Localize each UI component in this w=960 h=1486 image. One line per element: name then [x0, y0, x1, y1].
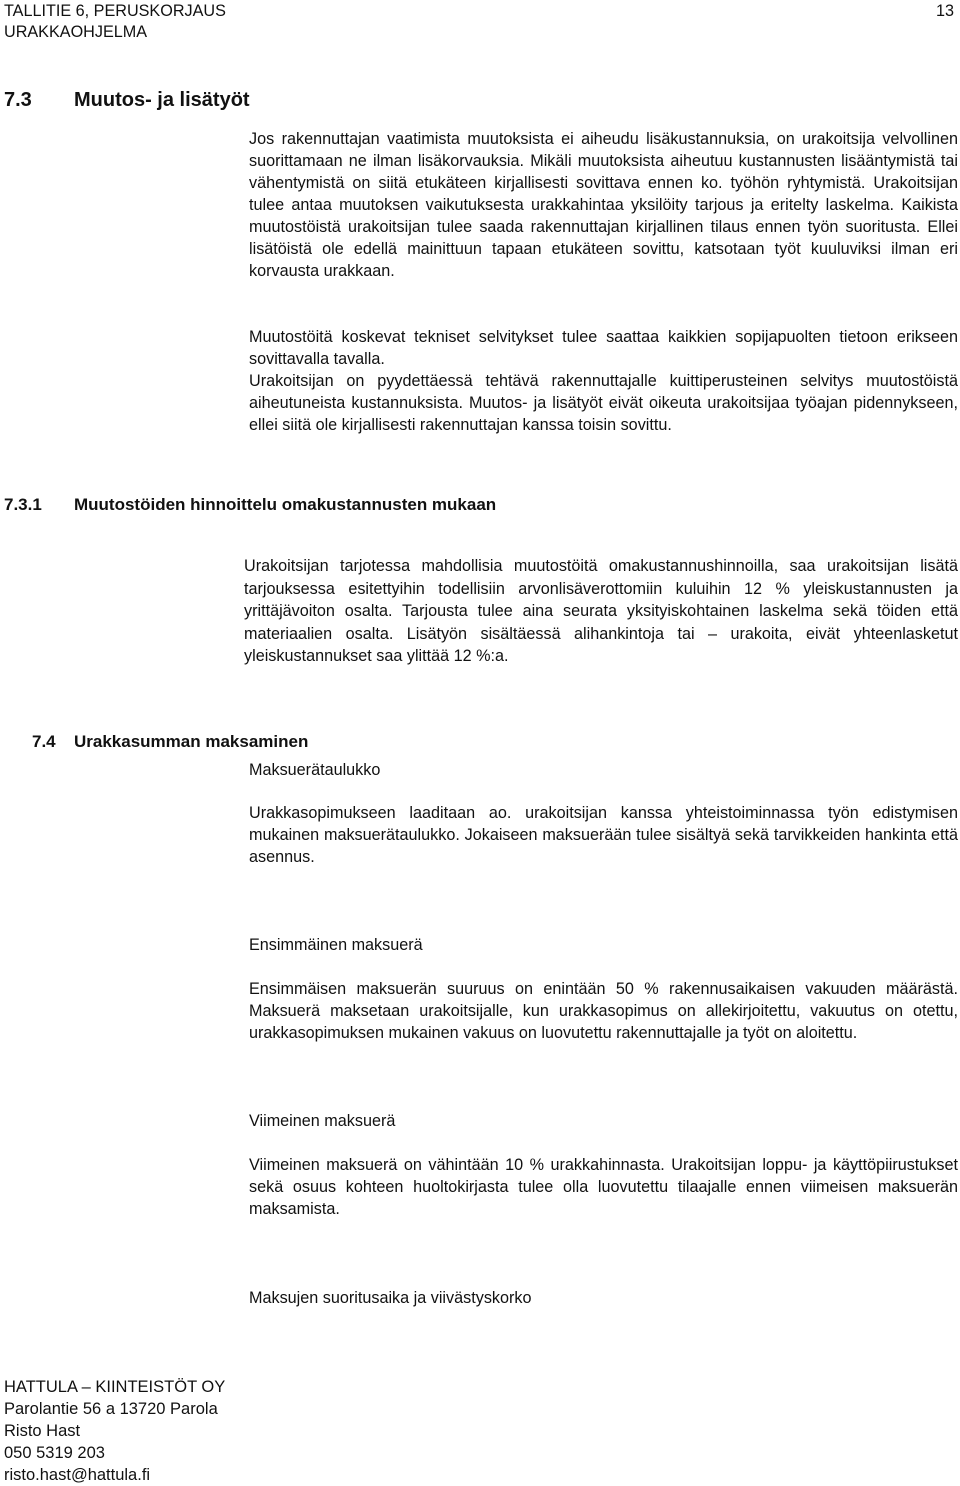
- section-7-3-paragraph-3: Urakoitsijan on pyydettäessä tehtävä rakennuttajalle kuittiperusteinen selvitys muutostöistä aiheutuneista kustannuksista. Muutos- ja lisätyöt eivät oikeuta urakoitsijaa työajan pidennykseen, ellei siitä ole kirjallisesti rakennuttajan kanssa toisin sovittu.: [249, 372, 958, 434]
- section-title: Muutostöiden hinnoittelu omakustannusten mukaan: [74, 495, 497, 514]
- section-7-4-heading: [32, 731, 308, 753]
- maksuerataulukko-text: Urakkasopimukseen laaditaan ao. urakoitsijan kanssa yhteistoiminnassa työn edistymisen mukainen maksuerätaulukko. Jokaiseen maksuerään tulee sisältyä sekä tarvikkeiden hankinta että asennus.: [249, 804, 958, 866]
- document-title: TALLITIE 6, PERUSKORJAUS: [4, 2, 226, 20]
- page-footer: [4, 1376, 225, 1486]
- subheading-viimeinen-maksuera: Viimeinen maksuerä: [249, 1112, 396, 1130]
- section-7-3-1-paragraph: Urakoitsijan tarjotessa mahdollisia muutostöitä omakustannushinnoilla, saa urakoitsijan lisätä tarjouksessa esitettyihin todellisiin arvonlisäverottomiin kuluihin 12 % yleiskustannusten ja yrittäjävoiton osalta. Tarjousta tulee aina seurata yksityiskohtainen laskelma sekä töiden että materiaalien osalta. Lisätyön sisältäessä alihankintoja tai – urakoita, eivät yhteenlasketut yleiskustannukset saa ylittää 12 %:a.: [244, 557, 958, 665]
- footer-email: risto.hast@hattula.fi: [4, 1466, 151, 1484]
- footer-person: Risto Hast: [4, 1422, 81, 1440]
- subheading-ensimmainen-maksuera: Ensimmäinen maksuerä: [249, 936, 423, 954]
- section-number: 7.4: [32, 732, 56, 751]
- section-7-3-paragraph-2: Muutostöitä koskevat tekniset selvitykset tulee saattaa kaikkien sopijapuolten tietoon erikseen sovittavalla tavalla.: [249, 328, 958, 368]
- section-number: 7.3: [4, 89, 32, 111]
- section-number: 7.3.1: [4, 495, 42, 514]
- footer-company: HATTULA – KIINTEISTÖT OY: [4, 1378, 226, 1396]
- ensimmainen-maksuera-text: Ensimmäisen maksuerän suuruus on enintään 50 % rakennusaikaisen vakuuden määrästä. Maksuerä maksetaan urakoitsijalle, kun urakkasopimus on allekirjoitettu, vakuutus on otettu, urakkasopimuksen mukainen vakuus on luovutettu rakennuttajalle ja työt on aloitettu.: [249, 980, 958, 1042]
- footer-address: Parolantie 56 a 13720 Parola: [4, 1400, 218, 1418]
- section-7-3-paragraph-1: Jos rakennuttajan vaatimista muutoksista ei aiheudu lisäkustannuksia, on urakoitsija velvollinen suorittamaan ne ilman lisäkorvauksia. Mikäli muutoksista aiheutuu kustannusten lisääntymistä tai vähentymistä on siitä etukäteen kirjallisesti sovittava ennen ko. työhön ryhtymistä. Urakoitsijan tulee antaa muutoksen vaikutuksesta urakkahintaa yksilöity tarjous ja eritelty laskelma. Kaikista muutostöistä urakoitsijan tulee saada rakennuttajan kirjallinen tilaus ennen työn suoritusta. Ellei lisätöistä ole edellä mainittuun tapaan etukäteen sovittu, katsotaan työt kuuluviksi ilman eri korvausta urakkaan.: [249, 130, 958, 280]
- section-title: Muutos- ja lisätyöt: [74, 89, 250, 111]
- subheading-maksujen-suoritusaika: Maksujen suoritusaika ja viivästyskorko: [249, 1289, 532, 1307]
- footer-phone: 050 5319 203: [4, 1444, 105, 1462]
- document-subtitle: URAKKAOHJELMA: [4, 23, 148, 41]
- page-number: 13: [935, 2, 954, 20]
- subheading-maksuerataulukko: Maksuerätaulukko: [249, 761, 381, 779]
- viimeinen-maksuera-text: Viimeinen maksuerä on vähintään 10 % urakkahinnasta. Urakoitsijan loppu- ja käyttöpiirustukset sekä osuus kohteen huoltokirjasta tulee olla luovutettu tilaajalle ennen viimeisen maksuerän maksamista.: [249, 1156, 958, 1218]
- section-7-3-1-heading: [4, 494, 496, 516]
- section-7-3-heading: [4, 88, 250, 112]
- section-title: Urakkasumman maksaminen: [74, 732, 309, 751]
